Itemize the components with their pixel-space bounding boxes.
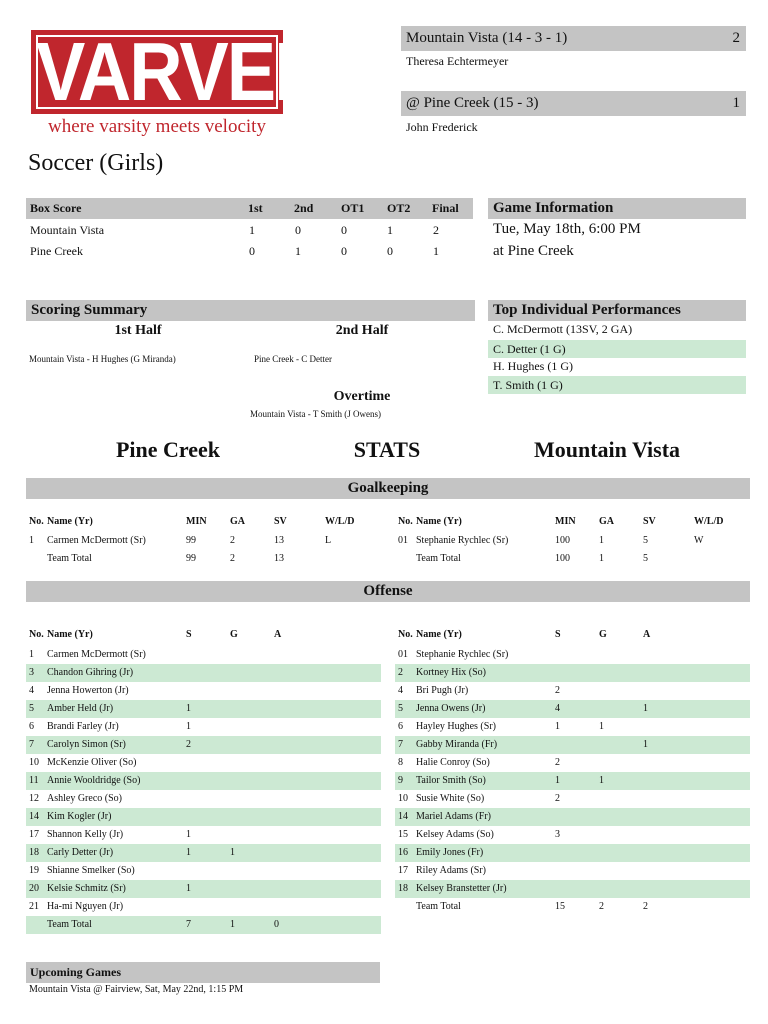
- stats-right-team: Mountain Vista: [533, 437, 681, 462]
- off-right-cell: Gabby Miranda (Fr): [416, 739, 498, 750]
- off-left-cell: Team Total: [47, 919, 92, 930]
- box-cell: 0: [341, 244, 347, 258]
- gk-left-col-header: No.: [29, 516, 44, 527]
- off-right-cell: 10: [398, 793, 408, 804]
- off-right-cell: 3: [555, 829, 560, 840]
- off-right-cell: Jenna Owens (Jr): [416, 703, 486, 714]
- off-left-cell: Brandi Farley (Jr): [47, 721, 119, 732]
- gk-left-cell: 1: [29, 535, 34, 546]
- stats-title: STATS: [353, 437, 421, 462]
- gk-right-cell: 100: [555, 535, 570, 546]
- off-left-cell: Carmen McDermott (Sr): [47, 649, 146, 660]
- off-left-player-row: [26, 646, 381, 664]
- box-row-team: Pine Creek: [30, 244, 83, 258]
- goalkeeping-header: Goalkeeping: [26, 478, 750, 499]
- box-score-title: Box Score: [30, 201, 82, 215]
- off-left-cell: 20: [29, 883, 39, 894]
- off-right-cell: Halie Conroy (So): [416, 757, 490, 768]
- off-left-player-row: [26, 664, 381, 682]
- box-col-ot2: OT2: [387, 201, 411, 215]
- team2-coach: John Frederick: [406, 120, 478, 134]
- off-right-cell: 2: [555, 685, 560, 696]
- off-left-team-total-row: [26, 916, 381, 934]
- off-left-cell: 1: [186, 883, 191, 894]
- off-left-cell: Chandon Gihring (Jr): [47, 667, 134, 678]
- off-right-player-row: [395, 772, 750, 790]
- off-right-cell: 1: [643, 703, 648, 714]
- box-col-ot1: OT1: [341, 201, 365, 215]
- off-right-col-header: No.: [398, 629, 413, 640]
- gk-left-col-header: MIN: [186, 516, 207, 527]
- goalkeeping-right-table: [395, 513, 750, 568]
- off-right-cell: Mariel Adams (Fr): [416, 811, 491, 822]
- off-left-header-row: [26, 626, 381, 644]
- off-left-player-row: [26, 844, 381, 862]
- off-right-cell: 4: [398, 685, 403, 696]
- off-right-team-total-row: [395, 898, 750, 916]
- gk-right-cell: 01: [398, 535, 408, 546]
- off-right-player-row: [395, 682, 750, 700]
- off-right-cell: 16: [398, 847, 408, 858]
- offense-left-table: [26, 626, 381, 934]
- off-left-cell: 1: [230, 919, 235, 930]
- gk-left-header-row: [26, 513, 381, 531]
- off-left-cell: Carly Detter (Jr): [47, 847, 114, 858]
- off-right-cell: 2: [643, 901, 648, 912]
- off-right-cell: 7: [398, 739, 403, 750]
- game-location: at Pine Creek: [493, 243, 574, 259]
- off-right-cell: Riley Adams (Sr): [416, 865, 486, 876]
- off-left-cell: 5: [29, 703, 34, 714]
- off-right-cell: 2: [555, 757, 560, 768]
- team2-score: 1: [732, 95, 740, 111]
- off-right-cell: 15: [398, 829, 408, 840]
- off-left-cell: Annie Wooldridge (So): [47, 775, 141, 786]
- gk-right-cell: Stephanie Rychlec (Sr): [416, 535, 509, 546]
- off-right-cell: 01: [398, 649, 408, 660]
- off-left-cell: 18: [29, 847, 39, 858]
- off-right-cell: 9: [398, 775, 403, 786]
- gk-left-player-row: [26, 532, 381, 550]
- off-left-player-row: [26, 700, 381, 718]
- gk-right-team-total-row: [395, 550, 750, 568]
- off-right-player-row: [395, 754, 750, 772]
- top-performances-header: Top Individual Performances: [488, 300, 746, 321]
- off-right-player-row: [395, 826, 750, 844]
- off-left-player-row: [26, 808, 381, 826]
- logo-tagline: where varsity meets velocity: [48, 116, 266, 137]
- off-left-player-row: [26, 790, 381, 808]
- off-right-col-header: G: [599, 629, 607, 640]
- off-right-player-row: [395, 880, 750, 898]
- off-right-cell: 1: [555, 721, 560, 732]
- off-left-cell: 4: [29, 685, 34, 696]
- off-right-cell: Bri Pugh (Jr): [416, 685, 469, 696]
- gk-right-player-row: [395, 532, 750, 550]
- off-left-col-header: S: [186, 629, 192, 640]
- box-cell: 1: [295, 244, 301, 258]
- off-right-cell: 4: [555, 703, 560, 714]
- gk-left-col-header: W/L/D: [325, 516, 355, 527]
- off-left-cell: Shianne Smelker (So): [47, 865, 135, 876]
- gk-right-cell: W: [694, 535, 704, 546]
- off-left-cell: 7: [29, 739, 34, 750]
- gk-right-cell: 1: [599, 535, 604, 546]
- performance-item: C. Detter (1 G): [488, 340, 746, 358]
- off-right-cell: 14: [398, 811, 408, 822]
- off-right-cell: Emily Jones (Fr): [416, 847, 484, 858]
- logo-wordmark: VARVEE: [36, 24, 322, 118]
- off-left-cell: 1: [230, 847, 235, 858]
- team2-label: @ Pine Creek (15 - 3): [406, 95, 539, 111]
- off-left-cell: 7: [186, 919, 191, 930]
- page-title: Soccer (Girls): [28, 150, 164, 176]
- gk-left-col-header: GA: [230, 516, 245, 527]
- gk-left-cell: L: [325, 535, 332, 546]
- off-right-cell: Hayley Hughes (Sr): [416, 721, 496, 732]
- offense-header: Offense: [26, 581, 750, 602]
- off-left-cell: 1: [186, 829, 191, 840]
- gk-left-cell: 2: [230, 535, 235, 546]
- off-left-player-row: [26, 682, 381, 700]
- gk-right-col-header: MIN: [555, 516, 576, 527]
- off-left-player-row: [26, 718, 381, 736]
- off-left-cell: 6: [29, 721, 34, 732]
- team1-coach: Theresa Echtermeyer: [406, 54, 509, 68]
- off-right-cell: Kelsey Adams (So): [416, 829, 494, 840]
- off-right-player-row: [395, 808, 750, 826]
- gk-left-cell: 99: [186, 535, 196, 546]
- off-right-col-header: A: [643, 629, 651, 640]
- off-left-cell: McKenzie Oliver (So): [47, 757, 137, 768]
- off-left-col-header: Name (Yr): [47, 629, 93, 640]
- off-right-col-header: S: [555, 629, 561, 640]
- off-left-cell: 2: [186, 739, 191, 750]
- off-right-cell: Tailor Smith (So): [416, 775, 486, 786]
- second-half-goal: Pine Creek - C Detter: [254, 354, 332, 364]
- overtime-goal: Mountain Vista - T Smith (J Owens): [250, 409, 381, 419]
- off-right-player-row: [395, 664, 750, 682]
- box-cell: 1: [249, 223, 255, 237]
- off-right-cell: 15: [555, 901, 565, 912]
- off-right-cell: 2: [398, 667, 403, 678]
- upcoming-games-header: Upcoming Games: [26, 962, 380, 983]
- box-cell: 1: [387, 223, 393, 237]
- off-right-player-row: [395, 862, 750, 880]
- gk-right-cell: 1: [599, 553, 604, 564]
- team1-header: [401, 26, 746, 51]
- off-left-cell: 3: [29, 667, 34, 678]
- off-right-player-row: [395, 646, 750, 664]
- game-datetime: Tue, May 18th, 6:00 PM: [493, 221, 641, 237]
- game-info-header: Game Information: [488, 198, 746, 219]
- off-left-cell: 12: [29, 793, 39, 804]
- off-left-cell: 19: [29, 865, 39, 876]
- gk-left-cell: 13: [274, 553, 284, 564]
- gk-left-team-total-row: [26, 550, 381, 568]
- first-half-label: 1st Half: [114, 323, 162, 338]
- off-right-cell: Kelsey Branstetter (Jr): [416, 883, 507, 894]
- off-left-cell: Kelsie Schmitz (Sr): [47, 883, 126, 894]
- off-left-cell: Carolyn Simon (Sr): [47, 739, 126, 750]
- gk-right-col-header: No.: [398, 516, 413, 527]
- box-cell: 2: [433, 223, 439, 237]
- box-col-2nd: 2nd: [294, 201, 314, 215]
- off-right-cell: 18: [398, 883, 408, 894]
- off-left-cell: Jenna Howerton (Jr): [47, 685, 129, 696]
- off-left-col-header: A: [274, 629, 282, 640]
- off-left-cell: 17: [29, 829, 39, 840]
- off-right-player-row: [395, 700, 750, 718]
- gk-left-cell: Carmen McDermott (Sr): [47, 535, 146, 546]
- off-left-cell: 1: [186, 847, 191, 858]
- off-right-cell: 17: [398, 865, 408, 876]
- off-right-cell: Team Total: [416, 901, 461, 912]
- off-left-cell: 1: [186, 721, 191, 732]
- gk-right-cell: Team Total: [416, 553, 461, 564]
- gk-left-cell: 13: [274, 535, 284, 546]
- off-right-cell: 2: [599, 901, 604, 912]
- off-right-cell: 1: [599, 775, 604, 786]
- off-right-cell: Kortney Hix (So): [416, 667, 486, 678]
- off-left-player-row: [26, 736, 381, 754]
- gk-right-cell: 5: [643, 535, 648, 546]
- off-left-player-row: [26, 826, 381, 844]
- box-cell: 0: [249, 244, 255, 258]
- off-right-header-row: [395, 626, 750, 644]
- off-left-cell: 0: [274, 919, 279, 930]
- off-left-cell: 1: [186, 703, 191, 714]
- first-half-goal: Mountain Vista - H Hughes (G Miranda): [29, 354, 176, 364]
- gk-right-col-header: W/L/D: [694, 516, 724, 527]
- stats-left-team: Pine Creek: [115, 437, 221, 462]
- off-left-cell: 11: [29, 775, 39, 786]
- off-left-cell: Ashley Greco (So): [47, 793, 122, 804]
- box-cell: 0: [387, 244, 393, 258]
- gk-right-col-header: SV: [643, 516, 656, 527]
- gk-right-col-header: Name (Yr): [416, 516, 462, 527]
- gk-right-cell: 100: [555, 553, 570, 564]
- gk-left-cell: Team Total: [47, 553, 92, 564]
- off-right-cell: 8: [398, 757, 403, 768]
- upcoming-game-item: Mountain Vista @ Fairview, Sat, May 22nd, 1:15 PM: [29, 984, 244, 995]
- off-right-cell: Susie White (So): [416, 793, 485, 804]
- off-left-cell: 10: [29, 757, 39, 768]
- off-right-player-row: [395, 844, 750, 862]
- off-left-cell: Kim Kogler (Jr): [47, 811, 112, 822]
- box-row-team: Mountain Vista: [30, 223, 105, 237]
- off-right-cell: 1: [643, 739, 648, 750]
- off-right-cell: 1: [599, 721, 604, 732]
- off-right-col-header: Name (Yr): [416, 629, 462, 640]
- box-cell: 0: [341, 223, 347, 237]
- off-left-cell: 14: [29, 811, 39, 822]
- off-right-player-row: [395, 790, 750, 808]
- off-left-player-row: [26, 772, 381, 790]
- off-right-cell: Stephanie Rychlec (Sr): [416, 649, 509, 660]
- off-right-player-row: [395, 718, 750, 736]
- gk-right-cell: 5: [643, 553, 648, 564]
- team1-label: Mountain Vista (14 - 3 - 1): [406, 30, 568, 46]
- off-right-player-row: [395, 736, 750, 754]
- off-left-player-row: [26, 754, 381, 772]
- off-right-cell: 2: [555, 793, 560, 804]
- off-left-player-row: [26, 862, 381, 880]
- second-half-label: 2nd Half: [335, 323, 389, 338]
- team1-score: 2: [732, 30, 740, 46]
- performance-item: H. Hughes (1 G): [493, 359, 573, 373]
- off-left-cell: Amber Held (Jr): [47, 703, 114, 714]
- gk-right-header-row: [395, 513, 750, 531]
- box-col-final: Final: [432, 201, 459, 215]
- performance-item: T. Smith (1 G): [488, 376, 746, 394]
- box-cell: 0: [295, 223, 301, 237]
- off-left-cell: Shannon Kelly (Jr): [47, 829, 124, 840]
- box-col-1st: 1st: [248, 201, 263, 215]
- overtime-label: Overtime: [333, 389, 391, 404]
- box-cell: 1: [433, 244, 439, 258]
- off-left-col-header: G: [230, 629, 238, 640]
- gk-right-col-header: GA: [599, 516, 614, 527]
- offense-right-table: [395, 626, 750, 916]
- goalkeeping-left-table: [26, 513, 381, 568]
- scoring-summary-header: Scoring Summary: [26, 300, 475, 321]
- off-right-cell: 1: [555, 775, 560, 786]
- off-left-player-row: [26, 880, 381, 898]
- off-left-player-row: [26, 898, 381, 916]
- gk-left-cell: 2: [230, 553, 235, 564]
- performance-item: C. McDermott (13SV, 2 GA): [493, 322, 633, 336]
- off-right-cell: 6: [398, 721, 403, 732]
- off-left-col-header: No.: [29, 629, 44, 640]
- off-left-cell: 21: [29, 901, 39, 912]
- gk-left-cell: 99: [186, 553, 196, 564]
- team2-header: [401, 91, 746, 116]
- off-left-cell: Ha-mi Nguyen (Jr): [47, 901, 124, 912]
- gk-left-col-header: SV: [274, 516, 287, 527]
- off-left-cell: 1: [29, 649, 34, 660]
- gk-left-col-header: Name (Yr): [47, 516, 93, 527]
- off-right-cell: 5: [398, 703, 403, 714]
